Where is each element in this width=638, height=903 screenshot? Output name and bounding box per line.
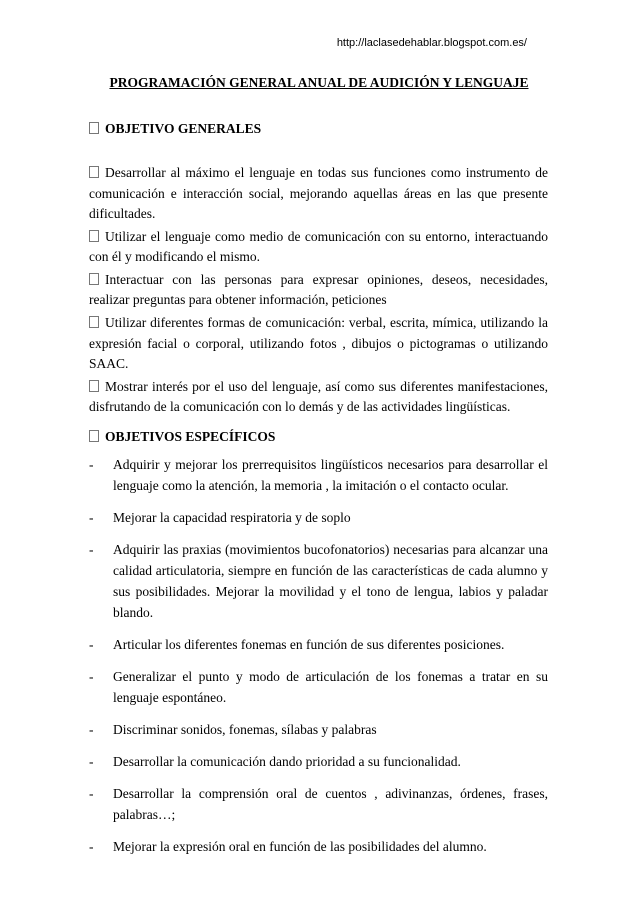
list-item [89,539,548,623]
specific-objectives-heading [89,429,275,445]
specific-objectives-heading-text: OBJETIVOS ESPECÍFICOS [105,429,276,444]
general-objective-text: Utilizar diferentes formas de comunicación: verbal, escrita, mímica, utilizando la expresión facial o corporal, utilizando fotos , dibujos o pictogramas o utilizando SAAC. [89,315,548,372]
general-objective-text: Mostrar interés por el uso del lenguaje, así como sus diferentes manifestaciones, disfrutando de la comunicación con lo demás y de las actividades lingüísticas. [89,378,548,415]
list-item-text: Generalizar el punto y modo de articulación de los fonemas a tratar en su lenguaje espontáneo. [113,669,548,705]
list-item-text: Mejorar la capacidad respiratoria y de soplo [113,510,351,525]
general-objective-item [89,227,548,268]
general-objective-item [89,163,548,225]
list-dash: - [89,669,94,684]
list-item [89,783,548,825]
list-dash: - [89,542,94,557]
list-item [89,719,548,740]
list-item-text: Articular los diferentes fonemas en función de sus diferentes posiciones. [113,637,505,652]
general-objective-item [89,270,548,311]
general-objective-item [89,377,548,418]
list-item [89,454,548,496]
list-item [89,634,548,655]
list-dash: - [89,754,94,769]
checkbox-bullet-icon [89,122,99,134]
general-objective-text: Interactuar con las personas para expresar opiniones, deseos, necesidades, realizar preguntas para obtener información, peticiones [89,271,548,308]
checkbox-bullet-icon [89,430,99,442]
list-item [89,507,548,528]
list-dash: - [89,457,94,472]
checkbox-bullet-icon [89,166,99,178]
list-dash: - [89,839,94,854]
general-objective-item [89,313,548,375]
list-dash: - [89,786,94,801]
checkbox-bullet-icon [89,273,99,285]
general-objective-text: Desarrollar al máximo el lenguaje en todas sus funciones como instrumento de comunicación e interacción social, mejorando aquellas áreas en las que presente dificultades. [89,165,548,221]
list-item [89,751,548,772]
document-title: PROGRAMACIÓN GENERAL ANUAL DE AUDICIÓN Y LENGUAJE [109,75,529,90]
list-item-text: Mejorar la expresión oral en función de las posibilidades del alumno. [113,839,487,854]
list-item-text: Adquirir y mejorar los prerrequisitos lingüísticos necesarios para desarrollar el lenguaje como la atención, la memoria , la imitación o el contacto ocular. [113,457,548,493]
list-dash: - [89,637,94,652]
specific-objectives-list [89,454,548,868]
list-item [89,666,548,708]
checkbox-bullet-icon [89,230,99,242]
list-dash: - [89,510,94,525]
list-item-text: Desarrollar la comunicación dando prioridad a su funcionalidad. [113,754,461,769]
general-objectives-heading [89,121,261,137]
header-url[interactable]: http://laclasedehablar.blogspot.com.es/ [336,37,527,49]
checkbox-bullet-icon [89,316,99,328]
general-objectives-list [89,163,548,420]
checkbox-bullet-icon [89,380,99,392]
list-dash: - [89,722,94,737]
general-objective-text: Utilizar el lenguaje como medio de comunicación con su entorno, interactuando con él y modificando el mismo. [89,228,548,265]
list-item-text: Desarrollar la comprensión oral de cuentos , adivinanzas, órdenes, frases, palabras…; [113,786,548,822]
list-item [89,836,548,857]
list-item-text: Adquirir las praxias (movimientos bucofonatorios) necesarias para alcanzar una calidad articulatoria, siempre en función de las características de cada alumno y sus posibilidades. Mejorar la movilidad y el tono de lengua, labios y paladar blando. [113,542,548,620]
general-objectives-heading-text: OBJETIVO GENERALES [105,121,262,136]
list-item-text: Discriminar sonidos, fonemas, sílabas y palabras [113,722,377,737]
